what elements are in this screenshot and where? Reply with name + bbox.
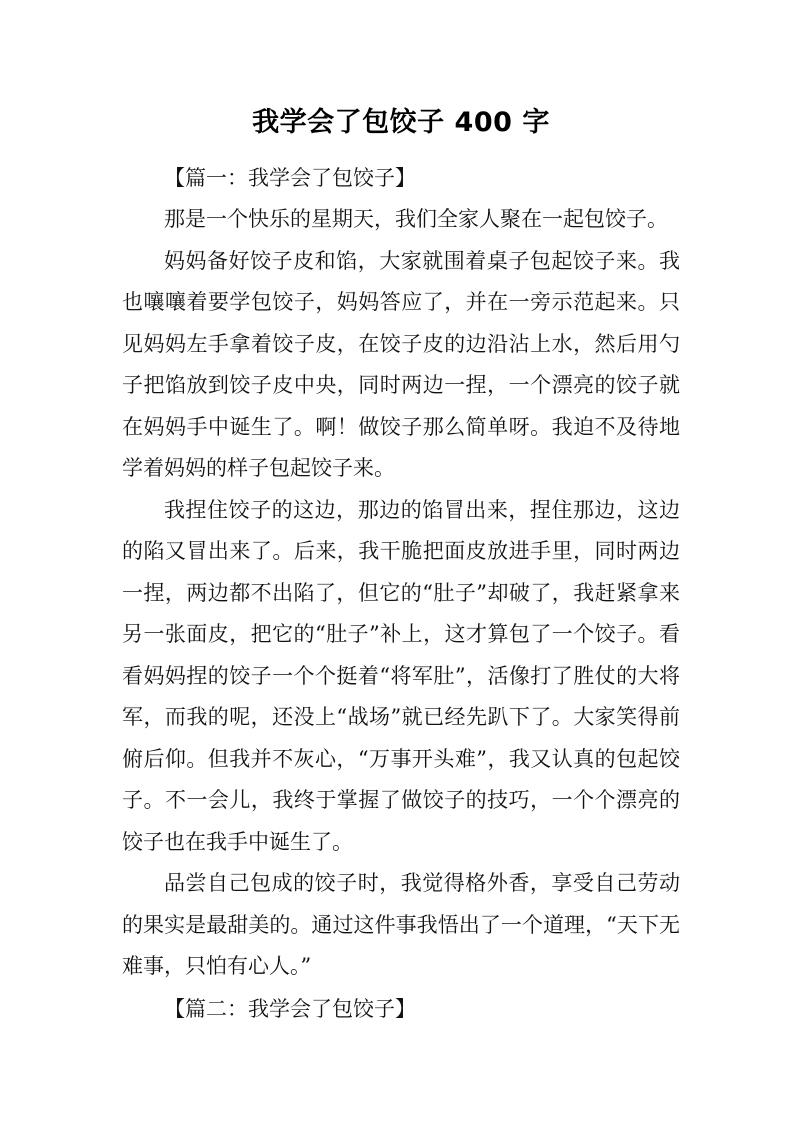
- section-2: [122, 988, 680, 1030]
- section-1: [122, 157, 680, 988]
- section-heading: 【篇二：我学会了包饺子】: [164, 996, 416, 1021]
- section-heading: 【篇一：我学会了包饺子】: [164, 166, 416, 190]
- paragraph: 那是一个快乐的星期天，我们全家人聚在一起包饺子。: [164, 207, 668, 231]
- document-title: 我学会了包饺子 400 字: [252, 107, 550, 138]
- paragraph: 我捏住饺子的这边，那边的馅冒出来，捏住那边，这边的陷又冒出来了。后来，我干脆把面皮放进手里，同时两边一捏，两边都不出陷了，但它的“肚子”却破了，我赶紧拿来另一张面皮，把它的“肚子”补上，这才算包了一个饺子。看看妈妈捏的饺子一个个挺着“将军肚”，活像打了胜仗的大将军，而我的呢，还没上“战场”就已经先趴下了。大家笑得前俯后仰。但我并不灰心，“万事开头难”，我又认真的包起饺子。不一会儿，我终于掌握了做饺子的技巧，一个个漂亮的饺子也在我手中诞生了。: [122, 497, 680, 854]
- paragraph: 品尝自己包成的饺子时，我觉得格外香，享受自己劳动的果实是最甜美的。通过这件事我悟出了一个道理，“天下无难事，只怕有心人。”: [122, 871, 680, 978]
- paragraph: 妈妈备好饺子皮和馅，大家就围着桌子包起饺子来。我也嚷嚷着要学包饺子，妈妈答应了，并在一旁示范起来。只见妈妈左手拿着饺子皮，在饺子皮的边沿沾上水，然后用勺子把馅放到饺子皮中央，同时两边一捏，一个漂亮的饺子就在妈妈手中诞生了。啊！做饺子那么简单呀。我迫不及待地学着妈妈的样子包起饺子来。: [122, 248, 680, 480]
